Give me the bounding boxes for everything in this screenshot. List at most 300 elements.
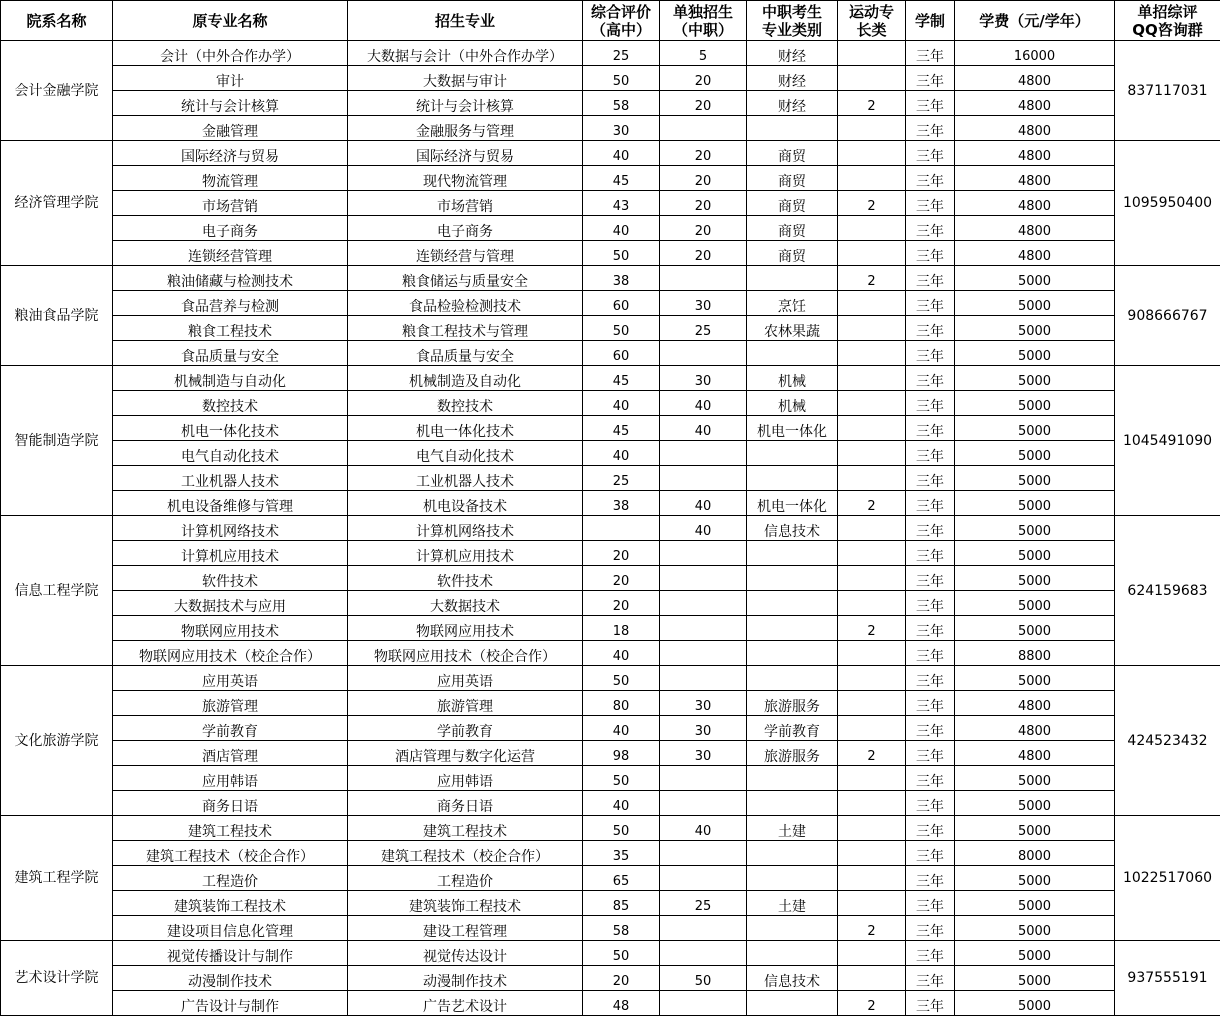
college-name: 智能制造学院 [1, 366, 113, 516]
cell-category [747, 591, 838, 616]
cell-original-major: 学前教育 [113, 716, 348, 741]
cell-single-enroll [660, 791, 747, 816]
cell-enroll-major: 物联网应用技术（校企合作） [348, 641, 583, 666]
cell-single-enroll [660, 766, 747, 791]
cell-sport [838, 41, 906, 66]
cell-comprehensive: 20 [583, 591, 660, 616]
cell-original-major: 机电一体化技术 [113, 416, 348, 441]
cell-single-enroll: 30 [660, 741, 747, 766]
header-text: QQ咨询群 [1132, 20, 1203, 39]
qq-group-number: 1095950400 [1115, 141, 1220, 266]
cell-enroll-major: 现代物流管理 [348, 166, 583, 191]
table-row [1, 916, 1220, 941]
cell-comprehensive: 40 [583, 716, 660, 741]
table-row [1, 166, 1220, 191]
cell-duration: 三年 [906, 891, 955, 916]
cell-sport [838, 866, 906, 891]
table-row [1, 666, 1220, 691]
cell-original-major: 建筑工程技术 [113, 816, 348, 841]
cell-original-major: 机械制造与自动化 [113, 366, 348, 391]
header-text: 学制 [914, 11, 945, 30]
cell-sport [838, 666, 906, 691]
cell-fee: 5000 [955, 991, 1115, 1016]
cell-fee: 5000 [955, 516, 1115, 541]
header-col-college [1, 1, 113, 41]
cell-category [747, 766, 838, 791]
cell-comprehensive: 20 [583, 966, 660, 991]
cell-duration: 三年 [906, 541, 955, 566]
cell-enroll-major: 物联网应用技术 [348, 616, 583, 641]
cell-single-enroll: 20 [660, 241, 747, 266]
table-row [1, 366, 1220, 391]
header-col-fee [955, 1, 1115, 41]
cell-original-major: 机电设备维修与管理 [113, 491, 348, 516]
cell-category [747, 541, 838, 566]
cell-fee: 5000 [955, 666, 1115, 691]
cell-enroll-major: 动漫制作技术 [348, 966, 583, 991]
cell-sport [838, 391, 906, 416]
cell-single-enroll: 30 [660, 291, 747, 316]
cell-fee: 5000 [955, 941, 1115, 966]
cell-duration: 三年 [906, 566, 955, 591]
cell-sport: 2 [838, 741, 906, 766]
cell-sport [838, 141, 906, 166]
cell-fee: 5000 [955, 891, 1115, 916]
header-col-original-major [113, 1, 348, 41]
cell-original-major: 粮食工程技术 [113, 316, 348, 341]
cell-single-enroll: 5 [660, 41, 747, 66]
table-row [1, 716, 1220, 741]
table-row [1, 441, 1220, 466]
cell-enroll-major: 电气自动化技术 [348, 441, 583, 466]
cell-comprehensive: 38 [583, 266, 660, 291]
cell-fee: 4800 [955, 216, 1115, 241]
cell-enroll-major: 粮食工程技术与管理 [348, 316, 583, 341]
cell-fee: 8000 [955, 841, 1115, 866]
college-name: 粮油食品学院 [1, 266, 113, 366]
cell-category [747, 866, 838, 891]
cell-sport [838, 466, 906, 491]
cell-sport [838, 791, 906, 816]
cell-single-enroll [660, 991, 747, 1016]
cell-category: 旅游服务 [747, 741, 838, 766]
cell-fee: 5000 [955, 866, 1115, 891]
cell-comprehensive: 25 [583, 41, 660, 66]
cell-single-enroll: 20 [660, 66, 747, 91]
cell-enroll-major: 大数据技术 [348, 591, 583, 616]
cell-category [747, 791, 838, 816]
cell-fee: 5000 [955, 316, 1115, 341]
cell-category [747, 616, 838, 641]
cell-enroll-major: 建筑工程技术（校企合作） [348, 841, 583, 866]
cell-sport [838, 316, 906, 341]
header-col-sport [838, 1, 906, 41]
header-col-duration [906, 1, 955, 41]
cell-duration: 三年 [906, 941, 955, 966]
cell-fee: 5000 [955, 391, 1115, 416]
cell-fee: 5000 [955, 591, 1115, 616]
table-row [1, 266, 1220, 291]
qq-group-number: 624159683 [1115, 516, 1220, 666]
cell-single-enroll: 40 [660, 491, 747, 516]
qq-group-number: 908666767 [1115, 266, 1220, 366]
cell-single-enroll [660, 466, 747, 491]
cell-comprehensive: 50 [583, 66, 660, 91]
cell-single-enroll: 40 [660, 391, 747, 416]
cell-single-enroll [660, 266, 747, 291]
qq-group-number: 1022517060 [1115, 816, 1220, 941]
cell-comprehensive: 48 [583, 991, 660, 1016]
table-row [1, 91, 1220, 116]
cell-category: 土建 [747, 816, 838, 841]
cell-enroll-major: 粮食储运与质量安全 [348, 266, 583, 291]
cell-original-major: 物联网应用技术 [113, 616, 348, 641]
cell-sport [838, 641, 906, 666]
cell-sport [838, 366, 906, 391]
cell-fee: 5000 [955, 441, 1115, 466]
cell-original-major: 应用韩语 [113, 766, 348, 791]
cell-single-enroll [660, 116, 747, 141]
cell-sport [838, 716, 906, 741]
cell-sport [838, 66, 906, 91]
table-row [1, 741, 1220, 766]
cell-category: 机电一体化 [747, 491, 838, 516]
cell-enroll-major: 视觉传达设计 [348, 941, 583, 966]
cell-category [747, 641, 838, 666]
cell-comprehensive [583, 516, 660, 541]
cell-single-enroll [660, 541, 747, 566]
cell-comprehensive: 38 [583, 491, 660, 516]
cell-single-enroll [660, 566, 747, 591]
cell-original-major: 建筑装饰工程技术 [113, 891, 348, 916]
cell-fee: 5000 [955, 541, 1115, 566]
header-col-enroll-major [348, 1, 583, 41]
cell-single-enroll: 20 [660, 216, 747, 241]
table-row [1, 516, 1220, 541]
cell-duration: 三年 [906, 816, 955, 841]
cell-original-major: 应用英语 [113, 666, 348, 691]
cell-enroll-major: 统计与会计核算 [348, 91, 583, 116]
cell-enroll-major: 机电一体化技术 [348, 416, 583, 441]
cell-category: 信息技术 [747, 966, 838, 991]
cell-enroll-major: 工业机器人技术 [348, 466, 583, 491]
table-row [1, 191, 1220, 216]
cell-comprehensive: 58 [583, 916, 660, 941]
cell-comprehensive: 65 [583, 866, 660, 891]
cell-comprehensive: 50 [583, 766, 660, 791]
qq-group-number: 837117031 [1115, 41, 1220, 141]
cell-enroll-major: 商务日语 [348, 791, 583, 816]
cell-enroll-major: 应用英语 [348, 666, 583, 691]
cell-single-enroll: 40 [660, 416, 747, 441]
header-col-qq [1115, 1, 1220, 41]
table-row [1, 766, 1220, 791]
header-text: 院系名称 [26, 11, 87, 30]
header-text: 中职考生 [761, 2, 822, 21]
table-row [1, 591, 1220, 616]
cell-fee: 5000 [955, 466, 1115, 491]
cell-enroll-major: 酒店管理与数字化运营 [348, 741, 583, 766]
cell-fee: 5000 [955, 916, 1115, 941]
cell-category: 学前教育 [747, 716, 838, 741]
cell-comprehensive: 40 [583, 791, 660, 816]
cell-category: 机械 [747, 391, 838, 416]
cell-comprehensive: 45 [583, 366, 660, 391]
cell-comprehensive: 58 [583, 91, 660, 116]
cell-single-enroll [660, 441, 747, 466]
cell-sport [838, 416, 906, 441]
cell-fee: 4800 [955, 91, 1115, 116]
header-text: （中职） [672, 20, 733, 39]
cell-fee: 4800 [955, 166, 1115, 191]
cell-sport: 2 [838, 91, 906, 116]
cell-sport [838, 691, 906, 716]
cell-sport [838, 941, 906, 966]
cell-sport [838, 891, 906, 916]
table-row [1, 241, 1220, 266]
cell-category [747, 466, 838, 491]
cell-comprehensive: 25 [583, 466, 660, 491]
cell-duration: 三年 [906, 191, 955, 216]
header-text: 运动专 [848, 2, 894, 21]
table-row [1, 141, 1220, 166]
cell-duration: 三年 [906, 141, 955, 166]
cell-comprehensive: 43 [583, 191, 660, 216]
cell-enroll-major: 电子商务 [348, 216, 583, 241]
cell-fee: 4800 [955, 716, 1115, 741]
cell-category [747, 441, 838, 466]
cell-sport [838, 441, 906, 466]
cell-fee: 5000 [955, 291, 1115, 316]
cell-original-major: 建筑工程技术（校企合作） [113, 841, 348, 866]
cell-comprehensive: 40 [583, 391, 660, 416]
cell-duration: 三年 [906, 691, 955, 716]
cell-sport: 2 [838, 916, 906, 941]
table-row [1, 541, 1220, 566]
cell-duration: 三年 [906, 591, 955, 616]
cell-category: 机械 [747, 366, 838, 391]
cell-single-enroll [660, 641, 747, 666]
table-row [1, 116, 1220, 141]
header-text: 综合评价 [590, 2, 651, 21]
table-row [1, 841, 1220, 866]
cell-category [747, 566, 838, 591]
cell-enroll-major: 机电设备技术 [348, 491, 583, 516]
cell-enroll-major: 大数据与会计（中外合作办学） [348, 41, 583, 66]
cell-original-major: 电气自动化技术 [113, 441, 348, 466]
cell-fee: 5000 [955, 766, 1115, 791]
college-name: 文化旅游学院 [1, 666, 113, 816]
cell-original-major: 审计 [113, 66, 348, 91]
cell-duration: 三年 [906, 291, 955, 316]
cell-original-major: 物联网应用技术（校企合作） [113, 641, 348, 666]
cell-original-major: 市场营销 [113, 191, 348, 216]
cell-category [747, 841, 838, 866]
cell-enroll-major: 建设工程管理 [348, 916, 583, 941]
cell-original-major: 酒店管理 [113, 741, 348, 766]
table-row [1, 991, 1220, 1016]
cell-comprehensive: 30 [583, 116, 660, 141]
cell-single-enroll: 50 [660, 966, 747, 991]
cell-category: 财经 [747, 41, 838, 66]
cell-duration: 三年 [906, 91, 955, 116]
cell-fee: 4800 [955, 691, 1115, 716]
cell-category [747, 941, 838, 966]
cell-enroll-major: 建筑工程技术 [348, 816, 583, 841]
cell-category: 土建 [747, 891, 838, 916]
table-row [1, 41, 1220, 66]
cell-comprehensive: 85 [583, 891, 660, 916]
cell-duration: 三年 [906, 466, 955, 491]
cell-sport: 2 [838, 266, 906, 291]
header-col-category [747, 1, 838, 41]
cell-single-enroll [660, 341, 747, 366]
cell-comprehensive: 40 [583, 441, 660, 466]
cell-original-major: 食品质量与安全 [113, 341, 348, 366]
cell-sport [838, 516, 906, 541]
cell-enroll-major: 工程造价 [348, 866, 583, 891]
cell-comprehensive: 50 [583, 816, 660, 841]
cell-fee: 4800 [955, 116, 1115, 141]
cell-enroll-major: 旅游管理 [348, 691, 583, 716]
header-text: 专业类别 [761, 20, 822, 39]
cell-original-major: 食品营养与检测 [113, 291, 348, 316]
header-text: 长类 [856, 20, 887, 39]
college-name: 经济管理学院 [1, 141, 113, 266]
cell-comprehensive: 20 [583, 541, 660, 566]
cell-duration: 三年 [906, 366, 955, 391]
cell-fee: 4800 [955, 66, 1115, 91]
table-row [1, 66, 1220, 91]
college-name: 建筑工程学院 [1, 816, 113, 941]
cell-category [747, 266, 838, 291]
qq-group-number: 1045491090 [1115, 366, 1220, 516]
cell-single-enroll [660, 616, 747, 641]
header-col-comprehensive [583, 1, 660, 41]
cell-comprehensive: 80 [583, 691, 660, 716]
college-name: 会计金融学院 [1, 41, 113, 141]
cell-sport: 2 [838, 616, 906, 641]
cell-sport [838, 966, 906, 991]
header-text: 单独招生 [672, 2, 733, 21]
cell-duration: 三年 [906, 916, 955, 941]
cell-enroll-major: 国际经济与贸易 [348, 141, 583, 166]
cell-duration: 三年 [906, 641, 955, 666]
table-row [1, 466, 1220, 491]
cell-original-major: 商务日语 [113, 791, 348, 816]
cell-original-major: 建设项目信息化管理 [113, 916, 348, 941]
cell-category [747, 666, 838, 691]
table-row [1, 491, 1220, 516]
cell-fee: 5000 [955, 266, 1115, 291]
cell-enroll-major: 软件技术 [348, 566, 583, 591]
cell-duration: 三年 [906, 516, 955, 541]
cell-original-major: 物流管理 [113, 166, 348, 191]
cell-comprehensive: 20 [583, 566, 660, 591]
college-name: 艺术设计学院 [1, 941, 113, 1016]
cell-category: 商贸 [747, 241, 838, 266]
qq-group-number: 937555191 [1115, 941, 1220, 1016]
cell-single-enroll: 40 [660, 816, 747, 841]
table-row [1, 316, 1220, 341]
table-row [1, 791, 1220, 816]
cell-duration: 三年 [906, 216, 955, 241]
cell-original-major: 广告设计与制作 [113, 991, 348, 1016]
cell-duration: 三年 [906, 666, 955, 691]
cell-original-major: 金融管理 [113, 116, 348, 141]
cell-single-enroll: 20 [660, 191, 747, 216]
cell-fee: 5000 [955, 616, 1115, 641]
cell-duration: 三年 [906, 791, 955, 816]
cell-fee: 5000 [955, 341, 1115, 366]
cell-category: 商贸 [747, 216, 838, 241]
cell-category [747, 116, 838, 141]
cell-duration: 三年 [906, 166, 955, 191]
cell-comprehensive: 40 [583, 216, 660, 241]
cell-enroll-major: 应用韩语 [348, 766, 583, 791]
cell-sport [838, 241, 906, 266]
cell-sport [838, 566, 906, 591]
header-text: 招生专业 [434, 11, 495, 30]
cell-single-enroll: 20 [660, 166, 747, 191]
cell-comprehensive: 45 [583, 416, 660, 441]
cell-original-major: 大数据技术与应用 [113, 591, 348, 616]
cell-category [747, 991, 838, 1016]
cell-single-enroll: 30 [660, 366, 747, 391]
cell-duration: 三年 [906, 991, 955, 1016]
cell-single-enroll [660, 666, 747, 691]
cell-category: 财经 [747, 91, 838, 116]
cell-category: 机电一体化 [747, 416, 838, 441]
qq-group-number: 424523432 [1115, 666, 1220, 816]
cell-original-major: 国际经济与贸易 [113, 141, 348, 166]
cell-sport [838, 591, 906, 616]
cell-single-enroll: 25 [660, 891, 747, 916]
table-row [1, 216, 1220, 241]
cell-fee: 4800 [955, 741, 1115, 766]
cell-comprehensive: 18 [583, 616, 660, 641]
cell-enroll-major: 学前教育 [348, 716, 583, 741]
cell-original-major: 动漫制作技术 [113, 966, 348, 991]
cell-enroll-major: 机械制造及自动化 [348, 366, 583, 391]
cell-duration: 三年 [906, 391, 955, 416]
cell-single-enroll [660, 866, 747, 891]
cell-original-major: 数控技术 [113, 391, 348, 416]
cell-comprehensive: 50 [583, 666, 660, 691]
table-row [1, 866, 1220, 891]
cell-fee: 5000 [955, 791, 1115, 816]
college-name: 信息工程学院 [1, 516, 113, 666]
cell-comprehensive: 60 [583, 291, 660, 316]
table-row [1, 291, 1220, 316]
cell-original-major: 工业机器人技术 [113, 466, 348, 491]
cell-duration: 三年 [906, 716, 955, 741]
cell-single-enroll: 20 [660, 91, 747, 116]
cell-comprehensive: 60 [583, 341, 660, 366]
cell-original-major: 连锁经营管理 [113, 241, 348, 266]
table-row [1, 391, 1220, 416]
cell-original-major: 会计（中外合作办学） [113, 41, 348, 66]
cell-comprehensive: 45 [583, 166, 660, 191]
cell-single-enroll [660, 591, 747, 616]
cell-single-enroll [660, 941, 747, 966]
cell-sport [838, 166, 906, 191]
cell-original-major: 计算机应用技术 [113, 541, 348, 566]
cell-duration: 三年 [906, 741, 955, 766]
table-row [1, 641, 1220, 666]
cell-original-major: 旅游管理 [113, 691, 348, 716]
table-row [1, 341, 1220, 366]
